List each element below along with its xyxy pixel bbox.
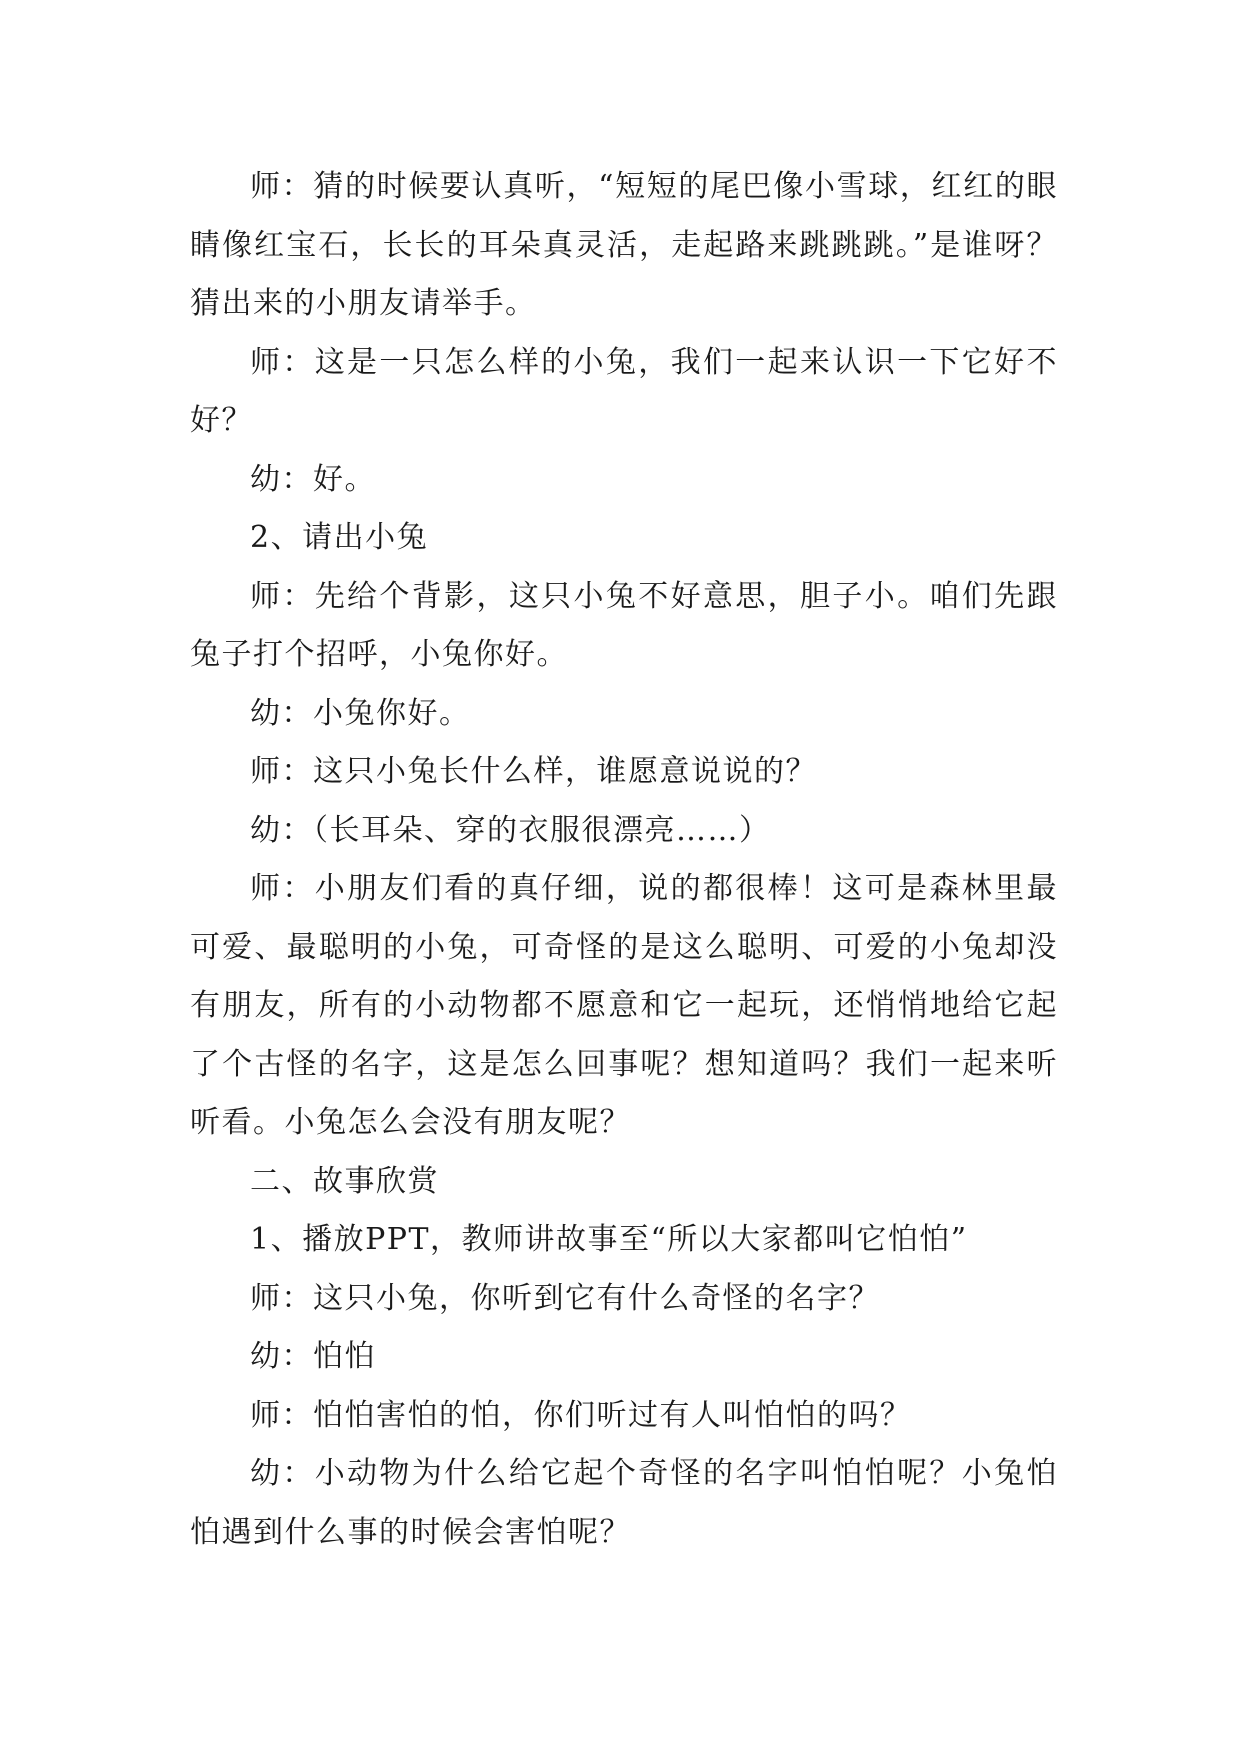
paragraph-15: 幼：小动物为什么给它起个奇怪的名字叫怕怕呢？小兔怕怕遇到什么事的时候会害怕呢？ (190, 1456, 1058, 1550)
paragraph-2: 师：这是一只怎么样的小兔，我们一起来认识一下它好不好？ (190, 344, 1058, 438)
section-heading-story: 二、故事欣赏 (250, 1163, 439, 1199)
paragraph-14: 师：怕怕害怕的怕，你们听过有人叫怕怕的吗？ (250, 1397, 912, 1433)
paragraph-3: 幼：好。 (250, 461, 376, 497)
paragraph-12: 师：这只小兔，你听到它有什么奇怪的名字？ (250, 1280, 880, 1316)
paragraph-7: 师：这只小兔长什么样，谁愿意说说的？ (250, 754, 817, 789)
paragraph-11: 1、播放PPT，教师讲故事至“所以大家都叫它怕怕” (250, 1222, 968, 1257)
paragraph-8: 幼：（长耳朵、穿的衣服很漂亮……） (250, 812, 771, 848)
paragraph-1: 师：猜的时候要认真听，“短短的尾巴像小雪球，红红的眼睛像红宝石，长长的耳朵真灵活，走起路来跳跳跳。”是谁呀？猜出来的小朋友请举手。 (190, 169, 1058, 321)
document-body (190, 158, 1058, 1562)
paragraph-6: 幼：小兔你好。 (250, 695, 471, 731)
paragraph-9: 师：小朋友们看的真仔细，说的都很棒！这可是森林里最可爱、最聪明的小兔，可奇怪的是这么聪明、可爱的小兔却没有朋友，所有的小动物都不愿意和它一起玩，还悄悄地给它起了个古怪的名字，这是怎么回事呢？想知道吗？我们一起来听听看。小兔怎么会没有朋友呢？ (190, 871, 1058, 1140)
section-heading-2: 2、请出小兔 (250, 520, 429, 555)
paragraph-13: 幼：怕怕 (250, 1339, 376, 1374)
paragraph-5: 师：先给个背影，这只小兔不好意思，胆子小。咱们先跟兔子打个招呼，小兔你好。 (190, 578, 1058, 672)
